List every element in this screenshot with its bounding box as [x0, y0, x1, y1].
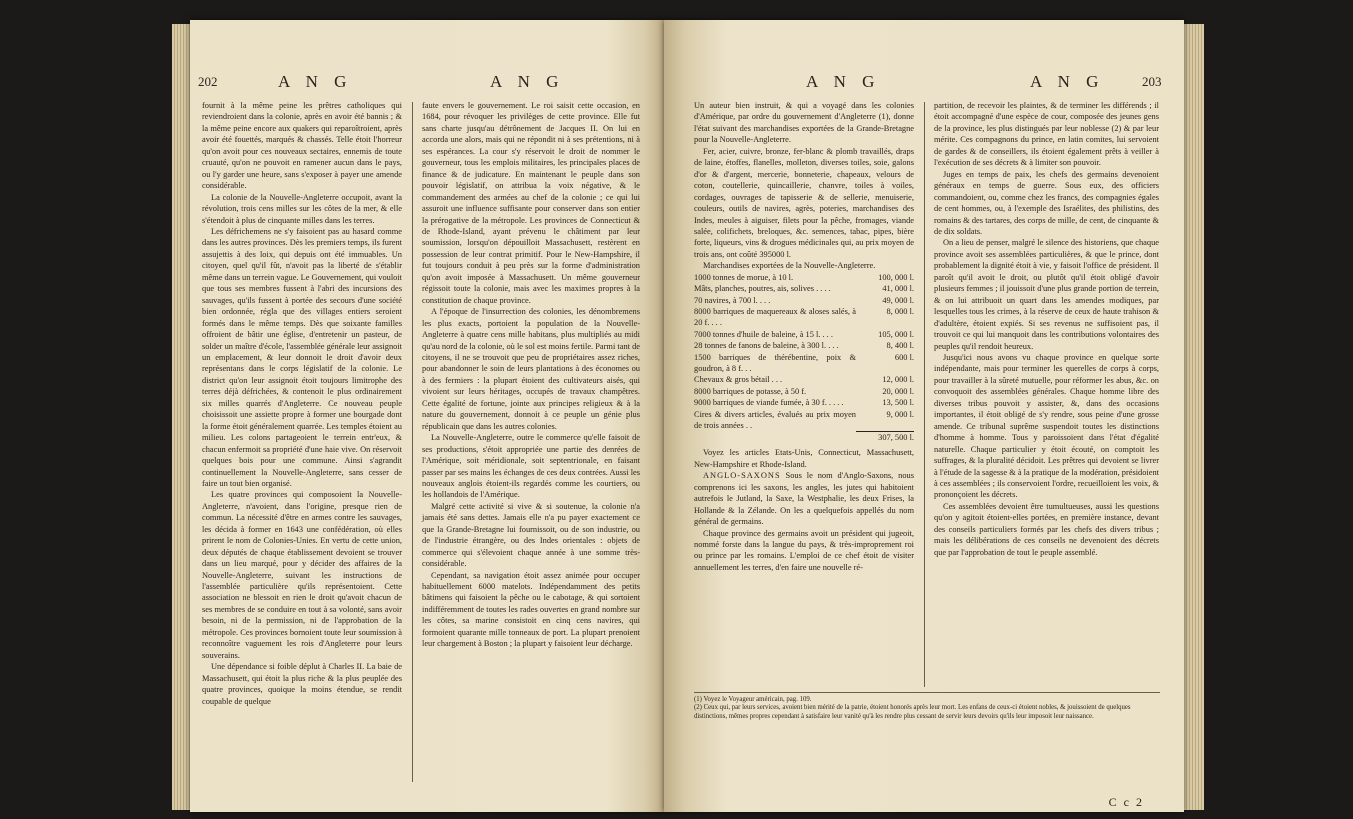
export-value: 20, 000 l.: [882, 386, 914, 396]
column-rule: [924, 102, 925, 687]
exports-row: [694, 295, 914, 306]
paragraph: On a lieu de penser, malgré le silence des historiens, que chaque province avoit ses assemblées particulières, & que le prince, dont probablement la dignité étoit à vie, y faisoit l'office de président. Il paroît qu'il avoit le droit, ou plutôt qu'il étoit obligé d'avoir plusieurs femmes ; il jouissoit d'une plus grande portion de terrein, & on lui attribuoit un quart dans les amendes modiques, par lesquelles tous les crimes, à la réserve de ceux de haute trahison & d'adultère, étoient expiés. Si ses revenus ne suffisoient pas, il trouvoit ce qui lui manquoit dans les contributions volontaires des peuples qu'il rendoit heureux.: [934, 238, 1159, 351]
exports-row: [694, 386, 914, 397]
right-column-1: [694, 100, 914, 573]
see-also: Voyez les articles Etats-Unis, Connecticut, Massachusett, New-Hampshire et Rhode-Island.: [694, 448, 914, 469]
exports-row: [694, 374, 914, 385]
exports-table: [694, 272, 914, 444]
page-number-left: 202: [198, 74, 218, 89]
exports-row: [694, 283, 914, 294]
exports-row: [694, 329, 914, 340]
paragraph: partition, de recevoir les plaintes, & de terminer les différends ; il étoit accompagné d'une espèce de cour, composée des jeunes gens de la province, les plus distingués par leur noblesse (2) & par leur mérite. Ces compagnons du prince, en latin comites, lui servoient de gardes & de conseillers, ils étoient également prêts à veiller à l'exécution de ses décrets & à limiter son pouvoir.: [934, 101, 1159, 168]
export-item: Chevaux & gros bétail . . .: [694, 375, 783, 385]
paragraph: faute envers le gouvernement. Le roi saisit cette occasion, en 1684, pour révoquer les privilèges de cette province. Elle fut sans charte jusqu'au détrônement de Jacques II. On lui en accorda une alors, mais qui ne répondit ni à ses prétentions, ni à ses espérances. La cour s'y réservoit le droit de nommer le gouverneur, tous les emplois militaires, les principales places de finance & de judicature. En maintenant le peuple dans son pouvoir législatif, on attribua la voix négative, & le commandement des armées au chef de la colonie ; ce qui lui assuroit une influence suffisante pour conserver dans son entier la prérogative de la métropole. Les provinces de Connecticut & de Rhode-Island, ayant prévenu le châtiment par leur soumission, lorsqu'on dépouilloit Massachusett, restèrent en possession de leur contrat primitif. Pour le New-Hampshire, il fut toujours conduit à peu près sur la forme d'administration qu'on avoit imposée à Massachusett. Un même gouverneur régissoit toute la colonie, mais avec les maximes propres à la constitution de chaque province.: [422, 101, 640, 305]
page-number-right: 203: [1142, 74, 1162, 89]
left-column-1: [202, 100, 402, 707]
paragraph: La Nouvelle-Angleterre, outre le commerce qu'elle faisoit de ses productions, s'étoit appropriée une partie des denrées de l'Amérique, soit méridionale, soit septentrionale, en faisant passer par ses mains les échanges de ces deux contrées. Aussi les nouveaux anglois étoient-ils regardés comme les courtiers, ou les hollandois de l'Amérique.: [422, 433, 640, 500]
export-value: 49, 000 l.: [882, 295, 914, 305]
signature-mark: C c 2: [1108, 795, 1144, 809]
export-value: 8, 400 l.: [886, 341, 914, 351]
paragraph: La colonie de la Nouvelle-Angleterre occupoit, avant la révolution, trois cens milles sur les côtes de la mer, & elle s'étendoit à plus de cinquante milles dans les terres.: [202, 192, 402, 225]
export-value: 13, 500 l.: [882, 398, 914, 408]
export-value: 8, 000 l.: [886, 307, 914, 317]
book-edge-right: [1184, 24, 1204, 810]
export-item: Cires & divers articles, évalués au prix moyen de trois années . .: [694, 409, 856, 431]
export-item: 70 navires, à 700 l. . . .: [694, 295, 771, 305]
export-item: 8000 barriques de maquereaux & aloses salés, à 20 f. . . .: [694, 307, 856, 328]
paragraph: Ces assemblées devoient être tumultueuses, aussi les questions qu'on y agitoit étoient-elles portées, en première instance, devant des conseils particuliers formés par les chefs des divers tribus ; mais les délibérations de ces conseils ne devenoient des décrets que par l'approbation de tout le peuple assemblé.: [934, 501, 1159, 557]
exports-row: [694, 272, 914, 283]
footnote: (1) Voyez le Voyageur américain, pag. 109.: [694, 696, 812, 703]
running-head-left-1: A N G: [278, 72, 353, 91]
export-value: 12, 000 l.: [882, 375, 914, 385]
running-head-right-1: A N G: [806, 72, 881, 91]
column-rule: [412, 102, 413, 782]
export-item: 1500 barriques de thérébentine, poix & goudron, à 8 f. . .: [694, 352, 856, 374]
export-item: 8000 barriques de potasse, à 50 f.: [694, 386, 807, 396]
paragraph: A l'époque de l'insurrection des colonies, les dénombremens les plus exacts, portoient la population de la Nouvelle-Angleterre à quatre cens mille habitans, plus multipliés au midi qu'au nord de la colonie, où le sol est moins fertile. Parmi tant de citoyens, il ne se trouvoit que peu de propriétaires assez riches, pour abandonner le soin de leurs plantations à des économes ou à des fermiers : la plupart étoient des cultivateurs aisés, qui vivoient sur leurs héritages, occupés de travaux champêtres. Cette égalité de fortune, jointe aux principes religieux & à la nature du gouvernement, donnoit à ce peuple un génie plus républicain que dans les autres colonies.: [422, 307, 640, 431]
right-page: [664, 20, 1184, 812]
export-item: Mâts, planches, poutres, ais, solives . . . .: [694, 284, 831, 294]
exports-row: [694, 340, 914, 351]
paragraph: Fer, acier, cuivre, bronze, fer-blanc & plomb travaillés, draps de laine, étoffes, flanelles, molleton, diverses toiles, soie, galons d'or & d'argent, mercerie, bonneterie, chapeaux, velours de coton, coutellerie, quincaillerie, chanvre, toiles à voiles, cordages, ouvrages de tapisserie & de sellerie, menuiserie, couleurs, outils de navires, agrès, poteries, marchandises des Indes, meules à aiguiser, filets pour la pêche, fromages, viande salée, colifichets, breloques, &c. semences, tabac, pipes, bière forte, liqueurs, vins & drogues médicinales qui, au prix moyen de trois ans, ont coûté 395000 l.: [694, 146, 914, 259]
exports-row: [694, 397, 914, 408]
running-head-right-2: A N G: [1030, 72, 1105, 91]
footnote: (2) Ceux qui, par leurs services, avoient bien mérité de la patrie, étoient honorés après leur mort. Les enfans de ceux-ci étoient nobles, & jouissoient de quelques distinctions, mêmes propres cependant à satisfaire leur vanité qu'à les rendre plus cessant de servir leurs devoirs qu'ils leur imposoit leur naissance.: [694, 704, 1131, 720]
paragraph: Les quatre provinces qui composoient la Nouvelle-Angleterre, n'avoient, dans l'origine, presque rien de commun. La nécessité d'être en armes contre les sauvages, les décida à former en 1643 une confédération, où elles prirent le nom de Colonies-Unies. En vertu de cette union, deux députés de chaque établissement devoient se trouver dans un lieu marqué, pour y décider des affaires de la Nouvelle-Angleterre, suivant les instructions de l'assemblée particulière qu'ils représentoient. Cette association ne blessoit en rien le droit qu'avoit chacun de ses membres de se conduire en tout à sa volonté, sans avoir besoin, ni de la permission, ni de l'approbation de la métropole. Ces provinces bornoient toute leur soumission à reconnoître vaguement les rois d'Angleterre pour leurs souverains.: [202, 490, 402, 660]
export-value: 105, 000 l.: [878, 329, 914, 339]
exports-row: [694, 306, 914, 329]
paragraph: Malgré cette activité si vive & si soutenue, la colonie n'a jamais été sans dettes. Jamais elle n'a pu payer exactement ce que la Grande-Bretagne lui fournissoit, ou de son industrie, ou de l'industrie étrangère, ou des Indes orientales : objets de commerce qui s'élevoient chaque année à une somme très-considérable.: [422, 501, 640, 569]
left-page: [190, 20, 664, 812]
entry-paragraph: [694, 470, 914, 527]
book-edge-left: [172, 24, 190, 810]
running-head-left-2: A N G: [490, 72, 565, 91]
paragraph: Les défrichemens ne s'y faisoient pas au hasard comme dans les autres provinces. Dès les premiers temps, ils furent assujettis à des loix, qui depuis ont été immuables. Un citoyen, quel qu'il fût, n'avoit pas la liberté de s'établir même dans un terrein vague. Le Gouvernement, qui vouloit que tous ses membres fussent à l'abri des incursions des sauvages, qu'ils fussent à portée des secours d'une société bien ordonnée, régla que des villages entiers seroient formés dans le même temps. Dès que soixante familles offroient de bâtir une église, d'entretenir un pasteur, de solder un maître d'école, l'assemblée générale leur assignoit un emplacement, & leur donnoit le droit d'avoir deux représentans dans le corps législatif de la colonie. Le district qu'on leur assignoit étoit toujours limitrophe des terres déjà défrichées, & contenoit le plus ordinairement six milles quarrés d'Angleterre. Ce nouveau peuple choisissoit une assiette propre à former une bourgade dont la forme étoit généralement quarrée. Les temples étoient au milieu. Les colons partageoient le terrein entr'eux, & chacun enfermoit sa propriété d'une haie vive. On réservoit quelques bois pour une commune. Ainsi s'agrandit continuellement la Nouvelle-Angleterre, sans cesser de faire un tout bien organisé.: [202, 226, 403, 488]
exports-row: [694, 409, 914, 432]
paragraph: fournit à la même peine les prêtres catholiques qui reviendroient dans la colonie, après en avoir été bannis ; & la même peine encore aux quakers qui reparoîtroient, après avoir été fouettés, marqués & chassés. Telle étoit l'horreur qu'on avoit pour ces nouveaux sectaires, ennemis de toute cruauté, qu'on ne pouvoit en ramener aucun dans le pays, ou l'y garder une heure, sans s'exposer à payer une amende considérable.: [202, 101, 402, 191]
export-value: 41, 000 l.: [882, 284, 914, 294]
paragraph: Cependant, sa navigation étoit assez animée pour occuper habituellement 6000 matelots. Indépendamment des petits bâtimens qui faisoient la pêche ou le cabotage, & qui sortoient indifféremment de toutes les rades ouvertes en grand nombre sur les côtes, sa marine consistoit en cinq cens navires, qui formoient quarante mille tonneaux de port. La plupart prenoient leur chargement à Boston ; la plupart y faisoient leur décharge.: [422, 570, 640, 649]
paragraph: Juges en temps de paix, les chefs des germains devenoient généraux en temps de guerre. Sous eux, des officiers commandoient, ou, comme chez les francs, des compagnies égales de cent hommes, ou, à l'exemple des Israélites, des philistins, des romains & des tartares, des corps de mille, de cent, de cinquante & de dix soldats.: [934, 169, 1159, 236]
entry-heading: ANGLO-SAXONS: [703, 471, 781, 481]
export-item: 1000 tonnes de morue, à 10 l.: [694, 272, 794, 282]
right-column-2: [934, 100, 1159, 558]
paragraph: Une dépendance si foible déplut à Charles II. La baie de Massachusett, qui étoit la plus riche & la plus peuplée des quatre provinces, quoique la moins étendue, se rendit coupable de quelque: [202, 662, 402, 706]
exports-row: [694, 352, 914, 375]
export-item: 28 tonnes de fanons de baleine, à 300 l. . . .: [694, 341, 839, 351]
export-item: 9000 barriques de viande fumée, à 30 f. . . . .: [694, 398, 844, 408]
export-value: 600 l.: [894, 352, 914, 362]
exports-total: 307, 500 l.: [856, 431, 914, 443]
paragraph: Chaque province des germains avoit un président qui jugeoit, nommé forste dans la langue du pays, & très-improprement roi ou prince par les romains. L'emploi de ce chef étoit de visiter annuellement les terres, d'en faire une nouvelle ré-: [694, 528, 914, 572]
paragraph: Un auteur bien instruit, & qui a voyagé dans les colonies d'Amérique, par ordre du gouvernement d'Angleterre (1), donne l'état suivant des marchandises exportées de la Grande-Bretagne pour la Nouvelle-Angleterre.: [694, 101, 914, 145]
paragraph: Jusqu'ici nous avons vu chaque province en quelque sorte indépendante, mais pour terminer les querelles de corps à corps, pour travailler à la sûreté mutuelle, pour réformer les abus, &c. on convoquoit des assemblées générales. Chaque homme libre des diverses tribus pouvoit y assister, &, dans des occasions importantes, il étoit obligé de s'y rendre, sous peine d'une grosse amende. Ce tribunal suprême suspendoit toutes les distinctions d'homme à homme. Tous y paroissoient dans l'état d'égalité naturelle. Chaque particulier y étoit écouté, on comptoit les suffrages, & la pluralité décidoit. Les prêtres qui devoient se livrer à l'étude de la sagesse & à la pratique de la modération, présidoient à ces assemblées ; ils conservoient l'ordre, recueilloient les voix, & prononçoient les décrets.: [934, 352, 1159, 500]
entry-text: Sous le nom d'Anglo-Saxons, nous comprenons ici les saxons, les angles, les jutes qui habitoient autrefois le Jutland, la Saxe, la Westphalie, les deux Frises, la Hollande & la Zélande. On les a quelquefois appellés du nom général de germains.: [694, 471, 915, 527]
footnotes: [694, 692, 1160, 721]
export-value: 100, 000 l.: [878, 272, 914, 282]
export-value: 9, 000 l.: [886, 409, 914, 419]
left-column-2: [422, 100, 640, 650]
export-item: 7000 tonnes d'huile de baleine, à 15 l. . . .: [694, 329, 833, 339]
paragraph: Marchandises exportées de la Nouvelle-Angleterre.: [703, 261, 876, 271]
